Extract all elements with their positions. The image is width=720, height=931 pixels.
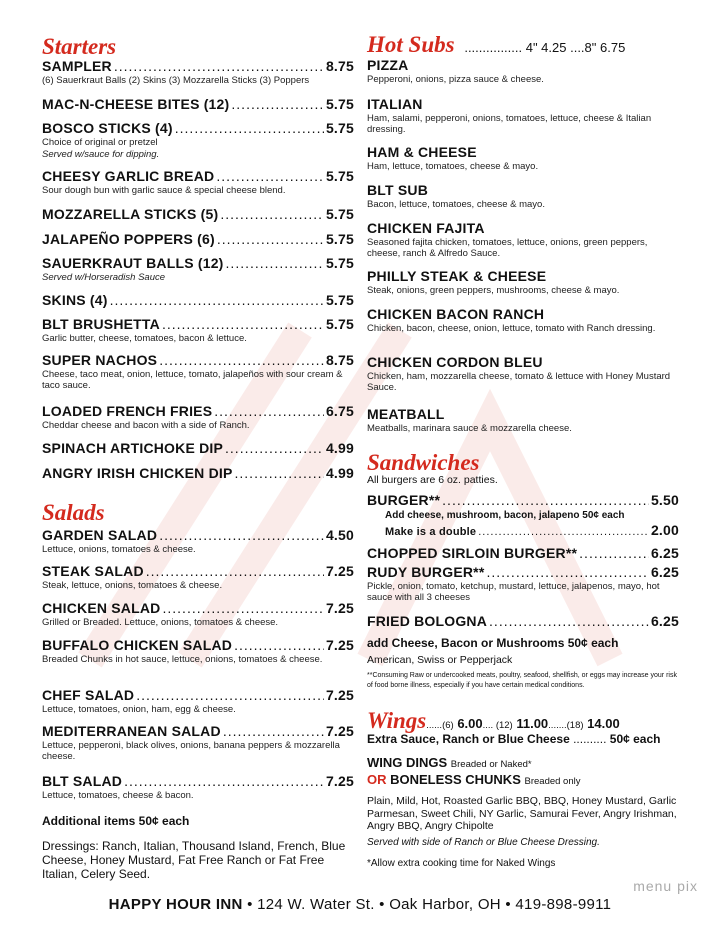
leader-dots	[110, 292, 324, 308]
leader-dots	[217, 231, 324, 247]
wings-price-12: 11.00	[516, 716, 549, 731]
item-price: 7.25	[325, 773, 354, 789]
consumer-warning: **Consuming Raw or undercooked meats, poultry, seafood, shellfish, or eggs may increase your risk of food borne illness, especially if you have certain medical conditions.	[367, 672, 677, 689]
item-name: CHEESY GARLIC BREAD	[42, 168, 215, 184]
item-desc: Ham, salami, pepperoni, onions, tomatoes, lettuce, cheese & Italian dressing.	[367, 113, 652, 135]
item-price: 7.25	[325, 600, 354, 616]
make-double-line	[385, 522, 679, 540]
item-price: 4.99	[325, 440, 354, 456]
menu-item	[42, 600, 354, 628]
menu-item	[42, 292, 354, 308]
menu-item	[42, 687, 354, 715]
menu-item	[367, 545, 679, 561]
item-desc: Meatballs, marinara sauce & mozzarella cheese.	[367, 423, 572, 434]
item-name: CHICKEN FAJITA	[367, 220, 485, 236]
item-price: 5.75	[325, 316, 354, 332]
item-desc: Choice of original or pretzel	[42, 137, 158, 148]
wing-dings-line	[367, 755, 679, 770]
item-note: Served w/sauce for dipping.	[42, 149, 160, 160]
item-price: 6.25	[650, 564, 679, 580]
menu-item	[42, 120, 354, 160]
item-desc: Cheese, taco meat, onion, lettuce, tomato, jalapeños with sour cream & taco sauce.	[42, 369, 343, 391]
menu-item	[42, 403, 354, 431]
sandwiches-heading: Sandwiches	[367, 450, 480, 475]
item-name: FRIED BOLOGNA	[367, 613, 488, 629]
item-name: CHICKEN CORDON BLEU	[367, 354, 543, 370]
item-desc: Chicken, ham, mozzarella cheese, tomato & lettuce with Honey Mustard Sauce.	[367, 371, 671, 393]
menu-item	[367, 57, 679, 85]
menu-item	[42, 58, 354, 86]
menu-item	[42, 465, 354, 481]
leader-dots	[159, 352, 324, 368]
menu-item	[42, 206, 354, 222]
wings-extra-label: Extra Sauce, Ranch or Blue Cheese	[367, 732, 570, 746]
item-name: BLT SUB	[367, 182, 429, 198]
menu-item	[42, 231, 354, 247]
menu-item	[42, 773, 354, 801]
salads-heading: Salads	[42, 500, 105, 525]
item-name: CHEF SALAD	[42, 687, 135, 703]
item-price: 5.75	[325, 168, 354, 184]
item-name: SAUERKRAUT BALLS (12)	[42, 255, 224, 271]
item-price: 5.75	[325, 231, 354, 247]
item-note: Served w/Horseradish Sauce	[42, 272, 166, 283]
leader-dots	[214, 403, 324, 419]
item-name: MEDITERRANEAN SALAD	[42, 723, 221, 739]
menu-item	[42, 352, 354, 391]
item-desc: Steak, lettuce, onions, tomatoes & cheese.	[42, 580, 223, 591]
item-name: ITALIAN	[367, 96, 423, 112]
menu-item	[367, 268, 679, 296]
item-price: 4.99	[325, 465, 354, 481]
leader-dots	[159, 527, 324, 543]
menu-item	[42, 96, 354, 112]
item-desc: Chicken, bacon, cheese, onion, lettuce, tomato with Ranch dressing.	[367, 323, 656, 334]
item-name: SUPER NACHOS	[42, 352, 158, 368]
item-desc: Lettuce, tomatoes, cheese & bacon.	[42, 790, 194, 801]
item-price: 5.75	[325, 96, 354, 112]
leader-dots	[234, 637, 324, 653]
menu-item	[367, 613, 679, 629]
item-name: BLT SALAD	[42, 773, 123, 789]
wings-heading: Wings	[367, 708, 427, 733]
leader-dots	[223, 723, 324, 739]
menu-item	[367, 564, 679, 603]
item-desc: Cheddar cheese and bacon with a side of Ranch.	[42, 420, 250, 431]
leader-dots	[136, 687, 324, 703]
item-name: BLT BRUSHETTA	[42, 316, 160, 332]
item-name: BOSCO STICKS (4)	[42, 120, 173, 136]
menu-item	[42, 723, 354, 762]
leader-dots	[231, 96, 324, 112]
item-price: 7.25	[325, 563, 354, 579]
item-price: 7.25	[325, 637, 354, 653]
item-price: 5.75	[325, 292, 354, 308]
item-name: SAMPLER	[42, 58, 112, 74]
wings-price-18: 14.00	[587, 716, 620, 731]
item-price: 5.50	[650, 492, 679, 508]
leader-dots	[220, 206, 324, 222]
item-name: MOZZARELLA STICKS (5)	[42, 206, 219, 222]
item-name: PIZZA	[367, 57, 409, 73]
menu-item	[367, 492, 679, 508]
item-name: BUFFALO CHICKEN SALAD	[42, 637, 233, 653]
leader-dots	[216, 168, 324, 184]
item-name: RUDY BURGER**	[367, 564, 485, 580]
address-phone: • 124 W. Water St. • Oak Harbor, OH • 419-898-9911	[242, 896, 612, 913]
starters-heading: Starters	[42, 34, 117, 59]
wings-price-line	[367, 708, 679, 734]
item-desc: Breaded Chunks in hot sauce, lettuce, onions, tomatoes & cheese.	[42, 654, 323, 665]
menu-item	[367, 306, 679, 334]
menu-item	[42, 168, 354, 196]
item-desc: Pickle, onion, tomato, ketchup, mustard, lettuce, jalapenos, mayo, hot sauce with all 3 cheeses	[367, 581, 660, 603]
menu-item	[42, 255, 354, 283]
item-price: 7.25	[325, 723, 354, 739]
leader-dots	[124, 773, 324, 789]
wings-extra-price: 50¢ each	[609, 732, 661, 746]
menu-item	[42, 637, 354, 665]
item-desc: Seasoned fajita chicken, tomatoes, lettuce, onions, green peppers, cheese, ranch & Alfredo Sauce.	[367, 237, 648, 259]
cheese-choices: American, Swiss or Pepperjack	[367, 654, 513, 666]
item-name: JALAPEÑO POPPERS (6)	[42, 231, 215, 247]
leader-dots	[114, 58, 324, 74]
add-toppings-line: add Cheese, Bacon or Mushrooms 50¢ each	[367, 636, 619, 650]
item-desc: Ham, lettuce, tomatoes, cheese & mayo.	[367, 161, 539, 172]
item-price: 7.25	[325, 687, 354, 703]
hot-subs-title: Hot Subs	[367, 32, 455, 57]
add-cheese-line: Add cheese, mushroom, bacon, jalapeno 50¢ each	[385, 510, 625, 521]
menu-item	[42, 527, 354, 555]
item-desc: Sour dough bun with garlic sauce & special cheese blend.	[42, 185, 286, 196]
item-name: ANGRY IRISH CHICKEN DIP	[42, 465, 233, 481]
wings-price-6: 6.00	[457, 716, 483, 731]
leader-dots	[175, 120, 324, 136]
item-price: 5.75	[325, 255, 354, 271]
item-name: LOADED FRENCH FRIES	[42, 403, 213, 419]
item-desc: Pepperoni, onions, pizza sauce & cheese.	[367, 74, 544, 85]
wing-dings-label: WING DINGS	[367, 755, 448, 770]
boneless-label: BONELESS CHUNKS	[390, 772, 521, 787]
item-name: MEATBALL	[367, 406, 445, 422]
leader-dots	[162, 316, 324, 332]
footer-address	[0, 896, 720, 914]
item-price: 5.75	[325, 206, 354, 222]
wing-dings-note: Breaded or Naked*	[450, 759, 532, 770]
leader-dots	[226, 255, 324, 271]
item-desc: Lettuce, tomatoes, onion, ham, egg & cheese.	[42, 704, 236, 715]
item-price: 8.75	[325, 352, 354, 368]
item-price: 6.25	[650, 545, 679, 561]
dressings-list: Dressings: Ranch, Italian, Thousand Island, French, Blue Cheese, Honey Mustard, Fat Free Ranch or Fat Free Italian, Celery Seed.	[42, 839, 346, 881]
item-desc: Lettuce, pepperoni, black olives, onions, banana peppers & mozzarella cheese.	[42, 740, 340, 762]
item-price: 6.25	[650, 613, 679, 629]
boneless-note: Breaded only	[524, 776, 581, 787]
wings-qty-12: .... (12)	[482, 720, 513, 731]
leader-dots	[225, 440, 324, 456]
burger-note: All burgers are 6 oz. patties.	[367, 474, 498, 486]
menu-item	[42, 316, 354, 344]
item-desc: (6) Sauerkraut Balls (2) Skins (3) Mozzarella Sticks (3) Poppers	[42, 75, 310, 86]
dots: ..........	[573, 732, 607, 746]
item-desc: Grilled or Breaded. Lettuce, onions, tomatoes & cheese.	[42, 617, 279, 628]
wing-flavors: Plain, Mild, Hot, Roasted Garlic BBQ, BBQ, Honey Mustard, Garlic Parmesan, Sweet Chili, NY Garlic, Samurai Fever, Angry Irishman, Angry BBQ, Angry Chipolte	[367, 795, 677, 832]
additional-items: Additional items 50¢ each	[42, 814, 190, 828]
wings-qty-6: ......(6)	[426, 720, 454, 731]
item-name: SKINS (4)	[42, 292, 108, 308]
item-name: GARDEN SALAD	[42, 527, 158, 543]
menu-item	[367, 182, 679, 210]
menu-item	[367, 220, 679, 259]
item-desc: Lettuce, onions, tomatoes & cheese.	[42, 544, 196, 555]
leader-dots	[163, 600, 324, 616]
item-name: SPINACH ARTICHOKE DIP	[42, 440, 224, 456]
menu-item	[367, 96, 679, 135]
item-name: CHOPPED SIRLOIN BURGER**	[367, 545, 578, 561]
leader-dots	[146, 563, 324, 579]
item-price: 6.75	[325, 403, 354, 419]
item-desc: Bacon, lettuce, tomatoes, cheese & mayo.	[367, 199, 545, 210]
menu-item	[367, 144, 679, 172]
item-name: Make is a double	[385, 526, 477, 538]
or-word: OR	[367, 772, 387, 787]
item-name: BURGER**	[367, 492, 441, 508]
item-name: STEAK SALAD	[42, 563, 144, 579]
leader-dots	[235, 465, 324, 481]
item-price: 2.00	[650, 522, 679, 538]
item-name: PHILLY STEAK & CHEESE	[367, 268, 547, 284]
naked-wings-note: *Allow extra cooking time for Naked Wings	[367, 858, 556, 869]
wings-served-note: Served with side of Ranch or Blue Cheese Dressing.	[367, 837, 600, 848]
item-desc: Steak, onions, green peppers, mushrooms, cheese & mayo.	[367, 285, 620, 296]
item-price: 8.75	[325, 58, 354, 74]
item-price: 5.75	[325, 120, 354, 136]
boneless-line	[367, 772, 679, 787]
menu-item	[42, 563, 354, 591]
restaurant-name: HAPPY HOUR INN	[108, 896, 243, 913]
item-name: CHICKEN SALAD	[42, 600, 161, 616]
wings-qty-18: .......(18)	[548, 720, 584, 731]
item-name: CHICKEN BACON RANCH	[367, 306, 545, 322]
menu-item	[42, 440, 354, 456]
wings-extra-line	[367, 732, 679, 746]
item-name: MAC-N-CHEESE BITES (12)	[42, 96, 230, 112]
sub-sizes-prices: ................ 4" 4.25 ....8" 6.75	[464, 40, 626, 55]
item-desc: Garlic butter, cheese, tomatoes, bacon & lettuce.	[42, 333, 247, 344]
watermark-text: menu pix	[633, 878, 698, 894]
item-price: 4.50	[325, 527, 354, 543]
menu-item	[367, 354, 679, 393]
menu-item	[367, 406, 679, 434]
item-name: HAM & CHEESE	[367, 144, 477, 160]
